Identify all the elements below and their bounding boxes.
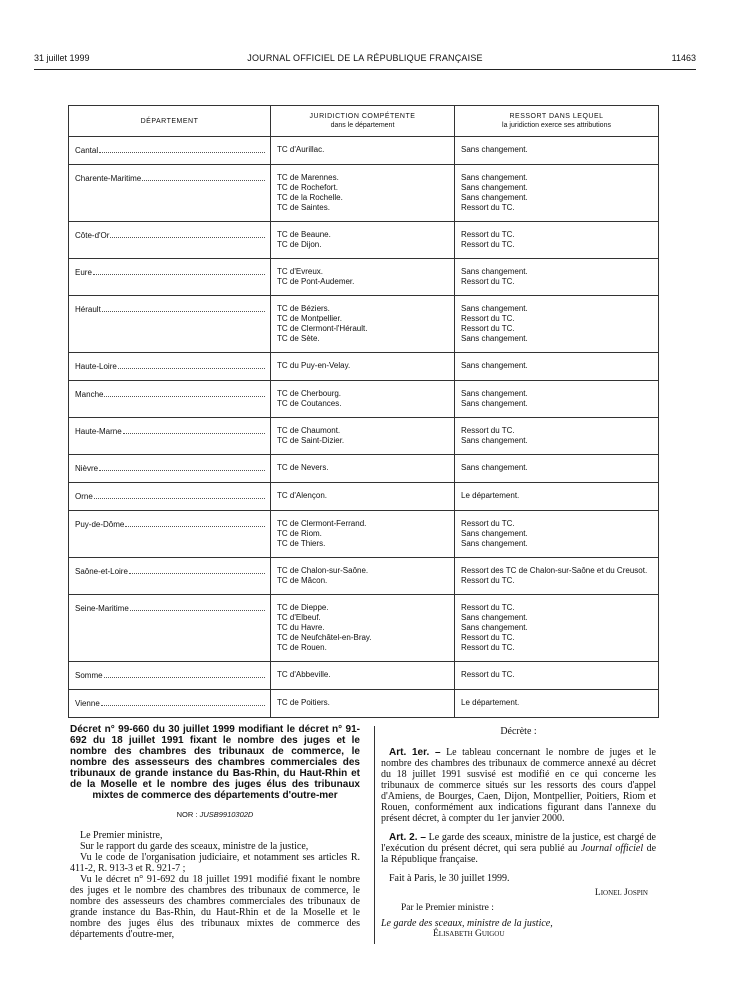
- dot-leader: [110, 230, 265, 238]
- fait-a-paris: Fait à Paris, le 30 juillet 1999.: [389, 873, 510, 884]
- juridiction-entry: TC de Nevers.: [277, 463, 329, 472]
- ressort-cell: [455, 259, 659, 296]
- journal-officiel-italic: Journal officiel: [580, 843, 644, 854]
- table-row: [69, 511, 659, 558]
- juridiction-cell: [271, 259, 455, 296]
- ressort-entry: Ressort du TC.: [461, 519, 515, 528]
- juridiction-entry: TC du Havre.: [277, 623, 325, 632]
- ressort-cell: [455, 137, 659, 165]
- departement-name: Saône-et-Loire: [75, 567, 128, 576]
- ressort-entry: Ressort des TC de Chalon-sur-Saône et du Creusot.: [461, 566, 648, 575]
- ressort-cell: [455, 353, 659, 381]
- departement-name: Eure: [75, 268, 92, 277]
- departement-cell: [69, 165, 271, 222]
- ressort-entry: Ressort du TC.: [461, 426, 515, 435]
- departement-cell: [69, 558, 271, 595]
- juridiction-entry: TC de Montpellier.: [277, 314, 342, 323]
- juridiction-cell: [271, 595, 455, 662]
- dot-leader: [99, 145, 265, 153]
- page-header: [34, 53, 696, 67]
- departement-name: Hérault: [75, 305, 101, 314]
- ressort-entry: Sans changement.: [461, 304, 528, 313]
- juridiction-entry: TC de Neufchâtel-en-Bray.: [277, 633, 372, 642]
- ressort-entry: Sans changement.: [461, 173, 528, 182]
- ressort-entry: Sans changement.: [461, 529, 528, 538]
- header-date: 31 juillet 1999: [34, 53, 90, 63]
- decree-paragraph: Le Premier ministre,: [80, 830, 163, 841]
- juridiction-entry: TC de Chaumont.: [277, 426, 341, 435]
- juridiction-entry: TC de Pont-Audemer.: [277, 277, 355, 286]
- decrete-heading: Décrète :: [500, 726, 537, 737]
- juridiction-entry: TC de Poitiers.: [277, 698, 330, 707]
- dot-leader: [125, 519, 265, 527]
- ressort-entry: Ressort du TC.: [461, 230, 515, 239]
- juridiction-cell: [271, 165, 455, 222]
- garde-des-sceaux: Le garde des sceaux, ministre de la justice,: [381, 918, 553, 929]
- ressort-cell: [455, 690, 659, 718]
- ressort-cell: [455, 222, 659, 259]
- col-header-juridiction: JURIDICTION COMPÉTENTE dans le département: [271, 106, 455, 137]
- decree-paragraph: Vu le décret n° 91-692 du 18 juillet 1991 modifié fixant le nombre des juges et le nombre des chambres des tribunaux de commerce, le nombre des assesseurs des chambres commerciales des tribunaux de grande instance du Bas-Rhin, du Haut-Rhin et de la Moselle et le nombre des juges élus des tribunaux mixtes de commerce des départements d'outre-mer,: [70, 874, 360, 940]
- juridiction-cell: [271, 483, 455, 511]
- juridiction-entry: TC de Dijon.: [277, 240, 322, 249]
- table-body: [69, 137, 659, 718]
- dot-leader: [101, 698, 265, 706]
- ressort-entry: Sans changement.: [461, 183, 528, 192]
- dot-leader: [104, 670, 265, 678]
- juridiction-cell: [271, 511, 455, 558]
- ressort-cell: [455, 455, 659, 483]
- decree-left-column: [70, 724, 360, 940]
- decree-title: Décret n° 99-660 du 30 juillet 1999 modifiant le décret n° 91-692 du 18 juillet 1991 fixant le nombre des juges et le nombre des chambres des tribunaux de commerce, le nombre des assesseurs des chambres commerciales des tribunaux de grande instance du Bas-Rhin, du Haut-Rhin et de la Moselle et le nombre des juges élus des tribunaux mixtes de commerce des départements d'outre-mer: [70, 724, 360, 801]
- ressort-entry: Sans changement.: [461, 623, 528, 632]
- ressort-entry: Sans changement.: [461, 334, 528, 343]
- juridiction-entry: TC de Clermont-l'Hérault.: [277, 324, 368, 333]
- departement-cell: [69, 455, 271, 483]
- dot-leader: [123, 426, 265, 434]
- juridiction-entry: TC d'Elbeuf.: [277, 613, 321, 622]
- juridiction-entry: TC du Puy-en-Velay.: [277, 361, 351, 370]
- dot-leader: [129, 566, 265, 574]
- juridiction-cell: [271, 662, 455, 690]
- juridiction-cell: [271, 353, 455, 381]
- dot-leader: [104, 389, 265, 397]
- article-1: [381, 747, 656, 824]
- juridiction-cell: [271, 222, 455, 259]
- ressort-entry: Sans changement.: [461, 613, 528, 622]
- departement-name: Orne: [75, 492, 93, 501]
- table-row: [69, 595, 659, 662]
- dot-leader: [102, 304, 265, 312]
- ressort-entry: Sans changement.: [461, 267, 528, 276]
- ressort-entry: Ressort du TC.: [461, 576, 515, 585]
- table-row: [69, 353, 659, 381]
- table-row: [69, 381, 659, 418]
- juridiction-entry: TC de Mâcon.: [277, 576, 328, 585]
- decree-right-column: [381, 724, 656, 940]
- departement-name: Manche: [75, 390, 104, 399]
- juridiction-entry: TC d'Evreux.: [277, 267, 323, 276]
- article-2: Art. 2. – Le garde des sceaux, ministre de la justice, est chargé de l'exécution du présent décret, qui sera publié au Journal officiel de la République française.: [381, 832, 657, 865]
- juridiction-entry: TC de Riom.: [277, 529, 322, 538]
- juridiction-entry: TC de Chalon-sur-Saône.: [277, 566, 369, 575]
- table-header-row: [69, 106, 659, 137]
- ressort-entry: Sans changement.: [461, 389, 528, 398]
- header-page-number: 11463: [671, 53, 696, 63]
- ressort-entry: Ressort du TC.: [461, 240, 515, 249]
- ressort-entry: Ressort du TC.: [461, 643, 515, 652]
- article-2-label: Art. 2. –: [389, 832, 426, 843]
- ressort-entry: Ressort du TC.: [461, 603, 515, 612]
- dot-leader: [118, 361, 265, 369]
- departement-cell: [69, 662, 271, 690]
- ressort-entry: Ressort du TC.: [461, 203, 515, 212]
- table-row: [69, 165, 659, 222]
- col-header-departement: DÉPARTEMENT: [69, 106, 271, 137]
- departement-name: Seine-Maritime: [75, 604, 129, 613]
- departement-cell: [69, 222, 271, 259]
- table-row: [69, 418, 659, 455]
- table-row: [69, 296, 659, 353]
- dot-leader: [99, 463, 265, 471]
- ressort-entry: Sans changement.: [461, 145, 528, 154]
- departement-name: Somme: [75, 671, 103, 680]
- departement-cell: [69, 483, 271, 511]
- table-row: [69, 483, 659, 511]
- decree-paragraph: Vu le code de l'organisation judiciaire, et notamment ses articles R. 411-2, R. 913-3 et R. 921-7 ;: [70, 852, 360, 874]
- juridiction-entry: TC de Sète.: [277, 334, 320, 343]
- departement-cell: [69, 595, 271, 662]
- departement-name: Charente-Maritime: [75, 174, 142, 183]
- juridiction-cell: [271, 455, 455, 483]
- departement-name: Nièvre: [75, 464, 99, 473]
- ressort-entry: Le département.: [461, 698, 520, 707]
- juridiction-entry: TC de Cherbourg.: [277, 389, 342, 398]
- par-le-premier-ministre: Par le Premier ministre :: [401, 903, 494, 913]
- juridiction-entry: TC de Marennes.: [277, 173, 339, 182]
- departement-cell: [69, 418, 271, 455]
- departement-cell: [69, 381, 271, 418]
- ressort-entry: Sans changement.: [461, 361, 528, 370]
- table-row: [69, 558, 659, 595]
- juridiction-cell: [271, 418, 455, 455]
- column-divider: [374, 726, 375, 944]
- juridiction-entry: TC de Saint-Dizier.: [277, 436, 345, 445]
- signature-prime-minister: Lionel Jospin: [594, 888, 648, 898]
- ressort-entry: Sans changement.: [461, 399, 528, 408]
- table-row: [69, 662, 659, 690]
- juridiction-entry: TC de Thiers.: [277, 539, 326, 548]
- article-1-text: Le tableau concernant le nombre de juges et le nombre des chambres des tribunaux de commerce annexé au décret du 18 juillet 1991 susvisé est modifié en ce qui concerne les tribunaux de commerce situés sur les ressorts des cours d'appel d'Amiens, de Bourges, Caen, Dijon, Montpellier, Poitiers, Riom et Rouen, conformément aux indications figurant dans l'annexe du présent décret, à compter du 1er janvier 2000.: [381, 747, 656, 824]
- juridiction-entry: TC de Béziers.: [277, 304, 330, 313]
- departement-name: Vienne: [75, 699, 100, 708]
- departement-cell: [69, 511, 271, 558]
- departement-cell: [69, 296, 271, 353]
- juridiction-entry: TC d'Aurillac.: [277, 145, 325, 154]
- ressort-cell: [455, 662, 659, 690]
- nor-reference: NOR : JUSB9910302D: [176, 810, 254, 819]
- juridiction-entry: TC de Dieppe.: [277, 603, 329, 612]
- header-rule: [34, 69, 696, 70]
- decree-paragraph: Sur le rapport du garde des sceaux, ministre de la justice,: [80, 841, 309, 852]
- ressort-entry: Le département.: [461, 491, 520, 500]
- ressort-entry: Sans changement.: [461, 436, 528, 445]
- ressort-entry: Ressort du TC.: [461, 314, 515, 323]
- juridiction-entry: TC de Rouen.: [277, 643, 327, 652]
- ressort-cell: [455, 296, 659, 353]
- juridiction-cell: [271, 381, 455, 418]
- departement-cell: [69, 353, 271, 381]
- ressort-entry: Sans changement.: [461, 193, 528, 202]
- departement-name: Haute-Loire: [75, 362, 117, 371]
- juridiction-entry: TC de Clermont-Ferrand.: [277, 519, 367, 528]
- departement-cell: [69, 259, 271, 296]
- ressort-table: [68, 105, 659, 718]
- table-row: [69, 222, 659, 259]
- departement-name: Haute-Marne: [75, 427, 122, 436]
- table-row: [69, 137, 659, 165]
- dot-leader: [94, 491, 265, 499]
- col-header-ressort: RESSORT DANS LEQUEL la juridiction exerce ses attributions: [455, 106, 659, 137]
- juridiction-entry: TC d'Abbeville.: [277, 670, 331, 679]
- table-row: [69, 259, 659, 296]
- departement-name: Côte-d'Or: [75, 231, 110, 240]
- departement-name: Cantal: [75, 146, 99, 155]
- header-journal-title: JOURNAL OFFICIEL DE LA RÉPUBLIQUE FRANÇAISE: [247, 53, 483, 63]
- juridiction-cell: [271, 137, 455, 165]
- table-row: [69, 455, 659, 483]
- departement-cell: [69, 137, 271, 165]
- juridiction-cell: [271, 690, 455, 718]
- ressort-cell: [455, 595, 659, 662]
- juridiction-entry: TC d'Alençon.: [277, 491, 327, 500]
- juridiction-cell: [271, 296, 455, 353]
- signature-minister: Élisabeth Guigou: [433, 929, 505, 939]
- ressort-cell: [455, 511, 659, 558]
- ressort-cell: [455, 381, 659, 418]
- ressort-entry: Ressort du TC.: [461, 670, 515, 679]
- ressort-cell: [455, 165, 659, 222]
- table-row: [69, 690, 659, 718]
- ressort-cell: [455, 558, 659, 595]
- juridiction-entry: TC de Rochefort.: [277, 183, 338, 192]
- juridiction-entry: TC de Coutances.: [277, 399, 342, 408]
- ressort-cell: [455, 483, 659, 511]
- ressort-entry: Sans changement.: [461, 463, 528, 472]
- dot-leader: [130, 603, 265, 611]
- departement-name: Puy-de-Dôme: [75, 520, 125, 529]
- juridiction-entry: TC de Beaune.: [277, 230, 331, 239]
- article-1-label: Art. 1er. –: [389, 747, 441, 758]
- departement-cell: [69, 690, 271, 718]
- juridiction-entry: TC de Saintes.: [277, 203, 330, 212]
- ressort-entry: Ressort du TC.: [461, 324, 515, 333]
- dot-leader: [93, 267, 265, 275]
- ressort-entry: Sans changement.: [461, 539, 528, 548]
- juridiction-cell: [271, 558, 455, 595]
- ressort-entry: Ressort du TC.: [461, 633, 515, 642]
- ressort-entry: Ressort du TC.: [461, 277, 515, 286]
- dot-leader: [142, 173, 265, 181]
- juridiction-entry: TC de la Rochelle.: [277, 193, 343, 202]
- ressort-cell: [455, 418, 659, 455]
